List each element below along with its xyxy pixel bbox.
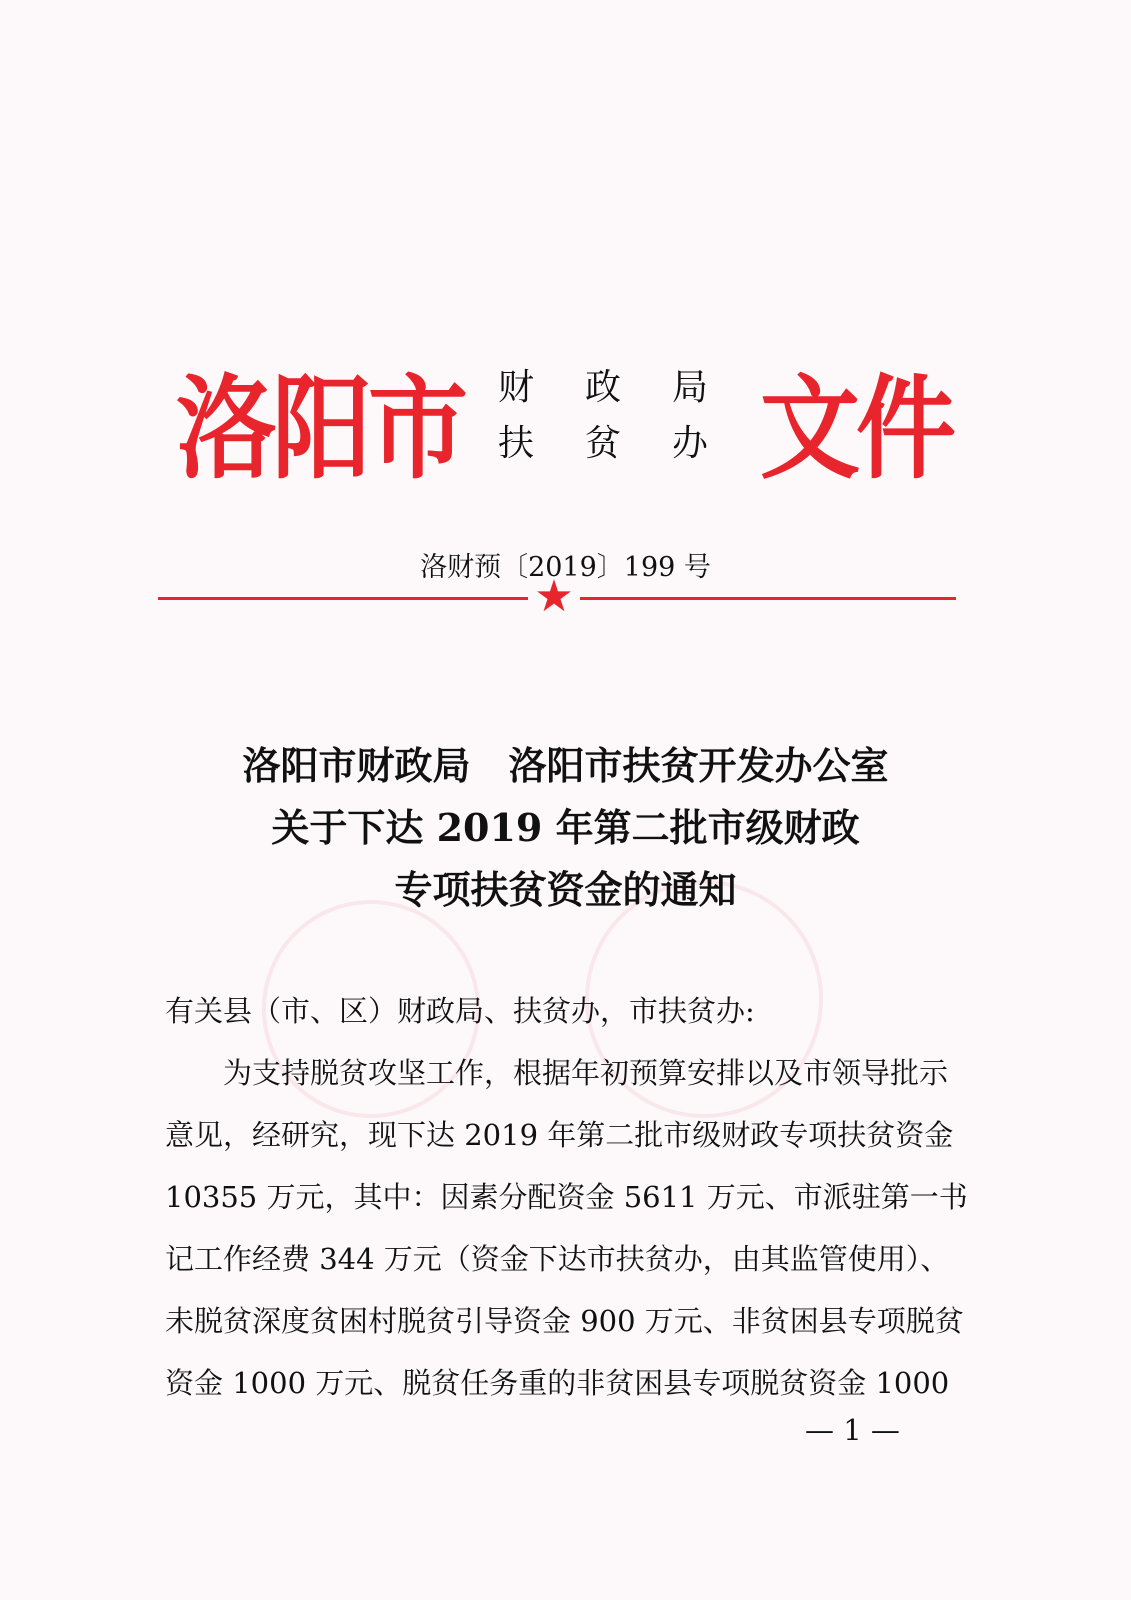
red-separator-left [158, 597, 528, 600]
agency-poverty-office: 扶 贫 办 [498, 423, 708, 464]
body-line: 未脱贫深度贫困村脱贫引导资金 900 万元、非贫困县专项脱贫 [165, 1304, 964, 1338]
salutation: 有关县（市、区）财政局、扶贫办，市扶贫办: [165, 994, 755, 1028]
red-separator-right [580, 597, 956, 600]
agency-finance-bureau: 财 政 局 [498, 367, 708, 408]
body-line: 记工作经费 344 万元（资金下达市扶贫办，由其监管使用）、 [165, 1242, 950, 1276]
title-line-2: 关于下达 2019 年第二批市级财政 [271, 805, 860, 850]
page-number: — 1 — [805, 1413, 900, 1447]
document-title [0, 735, 1131, 921]
document-number: 洛财预〔2019〕199 号 [420, 552, 711, 583]
body-line: 为支持脱贫攻坚工作，根据年初预算安排以及市领导批示 [223, 1056, 949, 1090]
red-star-icon: ★ [534, 571, 574, 622]
body-line: 10355 万元，其中：因素分配资金 5611 万元、市派驻第一书 [165, 1180, 968, 1214]
header-document-label: 文件 [760, 362, 952, 495]
header-agencies [498, 360, 708, 472]
body-line: 资金 1000 万元、脱贫任务重的非贫困县专项脱贫资金 1000 [165, 1366, 950, 1400]
header-city: 洛阳市 [176, 362, 464, 495]
body-line: 意见，经研究，现下达 2019 年第二批市级财政专项扶贫资金 [165, 1118, 954, 1152]
document-body [165, 980, 968, 1414]
title-line-1: 洛阳市财政局 洛阳市扶贫开发办公室 [242, 743, 889, 788]
title-line-3: 专项扶贫资金的通知 [394, 867, 737, 912]
